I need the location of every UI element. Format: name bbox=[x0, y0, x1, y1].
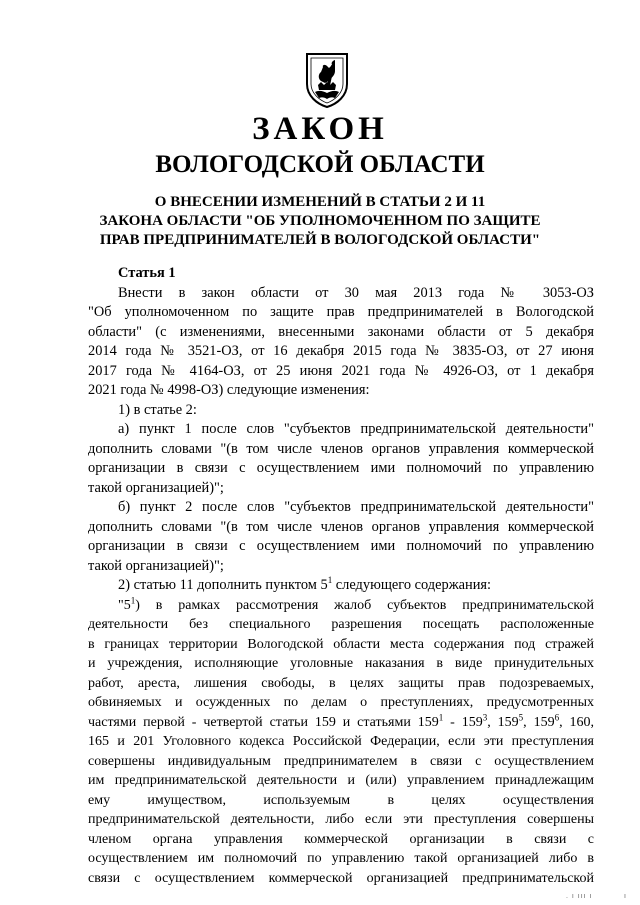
law-subtitle bbox=[0, 193, 640, 250]
text-line: обвиняемых и осужденных по делам о преступлениях, предусмотренных bbox=[88, 695, 594, 710]
law-title: ЗАКОН bbox=[252, 111, 388, 147]
superscript: 3 bbox=[482, 711, 488, 722]
article-body bbox=[88, 264, 594, 888]
text-fragment: 2) статью 11 дополнить пунктом 5 bbox=[118, 577, 328, 593]
text-fragment: частями первой - четвертой статьи 159 и статьями 159 bbox=[88, 714, 439, 730]
intro-paragraph bbox=[88, 284, 594, 401]
text-line bbox=[88, 596, 594, 616]
text-line: а) пункт 1 после слов "субъектов предпринимательской деятельности" bbox=[118, 421, 594, 437]
superscript: 5 bbox=[518, 711, 524, 722]
text-line: членом органа управления коммерческой организации в связи с bbox=[88, 831, 594, 847]
text-line: осуществлением им полномочий по управлению такой организацией либо в bbox=[88, 851, 594, 866]
superscript: 6 bbox=[554, 711, 560, 722]
text-line: и учреждения, исполняющие уголовные наказания в виде принудительных bbox=[88, 656, 594, 671]
text-line: 2021 года № 4998-ОЗ) следующие изменения: bbox=[88, 382, 370, 398]
item-2 bbox=[88, 576, 594, 596]
text-line: 2014 года № 3521-ОЗ, от 16 декабря 2015 года № 3835-ОЗ, от 27 июня bbox=[88, 343, 594, 359]
text-line: организации в связи с осуществлением ими полномочий по управлению bbox=[88, 538, 594, 554]
text-line: ему имуществом, используемым в целях осуществления bbox=[88, 792, 594, 808]
text-fragment: , 159 bbox=[487, 714, 519, 730]
text-fragment: следующего содержания: bbox=[332, 577, 492, 593]
text-line: области" (с изменениями, внесенными законами области от 5 декабря bbox=[88, 323, 594, 340]
scan-mark-corner: ı bbox=[624, 893, 627, 900]
text-line: "Об уполномоченном по защите прав предпринимателей в Вологодской bbox=[88, 304, 594, 320]
text-fragment: - 159 bbox=[443, 714, 483, 730]
text-line: Внести в закон области от 30 мая 2013 года № 3053-ОЗ bbox=[118, 284, 594, 301]
text-line: в границах территории Вологодской области места содержания под стражей bbox=[88, 636, 594, 652]
subtitle-line: ЗАКОНА ОБЛАСТИ "ОБ УПОЛНОМОЧЕННОМ ПО ЗАЩИТЕ bbox=[99, 213, 541, 229]
text-line: б) пункт 2 после слов "субъектов предпринимательской деятельности" bbox=[118, 499, 594, 515]
statute-line bbox=[88, 713, 594, 733]
text-line: предпринимательской деятельности, либо если эти преступления совершены bbox=[88, 812, 594, 827]
scan-mark: . ı ııı ı bbox=[566, 893, 593, 900]
superscript: 1 bbox=[438, 711, 444, 722]
text-line: дополнить словами "(в том числе членов органов управления коммерческой bbox=[88, 440, 594, 457]
quoted-amendment bbox=[88, 596, 594, 889]
superscript: 1 bbox=[130, 594, 136, 605]
text-line: им предпринимательской деятельности и (или) управлением принадлежащим bbox=[88, 773, 594, 788]
text-fragment: , 159 bbox=[523, 714, 555, 730]
item-a bbox=[88, 420, 594, 498]
text-line: 2017 года № 4164-ОЗ, от 25 июня 2021 года № 4926-ОЗ, от 1 декабря bbox=[88, 362, 594, 379]
region-title: ВОЛОГОДСКОЙ ОБЛАСТИ bbox=[155, 151, 485, 178]
article-heading: Статья 1 bbox=[118, 265, 176, 281]
text-line: такой организацией)"; bbox=[88, 557, 224, 574]
text-line: совершены индивидуальным предпринимателем в связи с осуществлением bbox=[88, 753, 594, 769]
text-line: такой организацией)"; bbox=[88, 479, 224, 496]
text-line: организации в связи с осуществлением ими полномочий по управлению bbox=[88, 460, 594, 476]
superscript: 1 bbox=[327, 575, 333, 586]
text-line: деятельности без специального разрешения посещать расположенные bbox=[88, 617, 594, 632]
item-b bbox=[88, 498, 594, 576]
text-fragment: ) в рамках рассмотрения жалоб субъектов предпринимательской bbox=[135, 597, 594, 613]
item-1: 1) в статье 2: bbox=[118, 401, 197, 418]
vologda-coat-of-arms-icon bbox=[305, 52, 349, 108]
text-line: работ, ареста, лишения свободы, в целях защиты прав подозреваемых, bbox=[88, 675, 594, 691]
text-line: связи с осуществлением коммерческой организацией предпринимательской bbox=[88, 870, 594, 886]
text-fragment: , 160, bbox=[559, 714, 595, 730]
text-line: дополнить словами "(в том числе членов органов управления коммерческой bbox=[88, 518, 594, 535]
subtitle-line: ПРАВ ПРЕДПРИНИМАТЕЛЕЙ В ВОЛОГОДСКОЙ ОБЛАСТИ" bbox=[99, 232, 541, 248]
subtitle-line: О ВНЕСЕНИИ ИЗМЕНЕНИЙ В СТАТЬИ 2 И 11 bbox=[154, 194, 486, 210]
text-fragment: "5 bbox=[118, 597, 131, 613]
text-line: 165 и 201 Уголовного кодекса Российской Федерации, если эти преступления bbox=[88, 734, 594, 749]
